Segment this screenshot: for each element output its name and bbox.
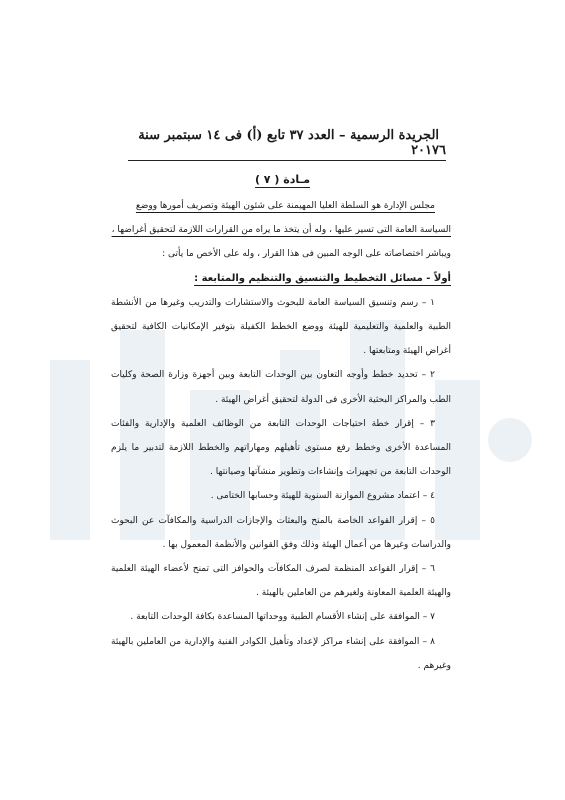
intro-line-3: ويباشر اختصاصاته على الوجه المبين فى هذا القرار ، وله على الأخص ما يأتى : xyxy=(162,249,451,260)
list-item-5: ٥ – إقرار القواعد الخاصة بالمنح والبعثات والإجازات الدراسية والمكافآت عن البحوث والدراسات وغيرها من أعمال الهيئة وذلك وفق القوانين والأنظمة المعمول بها . xyxy=(111,515,451,550)
list-item-1: ١ – رسم وتنسيق السياسة العامة للبحوث والاستشارات والتدريب وغيرها من الأنشطة الطبية والعلمية والتعليمية للهيئة ووضع الخطط الكفيلة بتوفير الإمكانيات الكافية لتحقيق أغراض الهيئة ومتابعتها . xyxy=(111,297,451,357)
list-item-4: ٤ – اعتماد مشروع الموازنة السنوية للهيئة وحسابها الختامى . xyxy=(210,491,435,502)
list-item-3: ٣ – إقرار خطة احتياجات الوحدات التابعة من الوظائف العلمية والإدارية والفئات المساعدة الأخرى وخطط رفع مستوى تأهيلهم ومهاراتهم والخطط اللازمة لتدبير ما يلزم الوحدات التابعة من تجهيزات وإنشاءات وتطوير منشآتها وصيانتها . xyxy=(111,418,451,478)
page-number: ٦ xyxy=(439,143,446,158)
gazette-title: الجريدة الرسمية – العدد ٣٧ تابع (أ) فى ١٤ سبتمبر سنة ٢٠١٧ xyxy=(138,128,440,158)
list-item-2: ٢ – تحديد خطط وأوجه التعاون بين الوحدات التابعة وبين أجهزة وزارة الصحة وكليات الطب والمراكز البحثية الأخرى فى الدولة لتحقيق أغراض الهيئة . xyxy=(111,370,451,405)
article-title: مـادة ( ٧ ) xyxy=(254,173,311,186)
list-item-6: ٦ – إقرار القواعد المنظمة لصرف المكافآت والحوافز التى تمنح لأعضاء الهيئة العلمية والهيئة العلمية المعاونة ولغيرهم من العاملين بالهيئة . xyxy=(111,564,451,599)
header-divider xyxy=(128,160,446,161)
list-item-7: ٧ – الموافقة على إنشاء الأقسام الطبية ووحداتها المساعدة بكافة الوحدات التابعة . xyxy=(130,612,435,623)
intro-line-2: السياسة العامة التى تسير عليها ، وله أن يتخذ ما يراه من القرارات اللازمة لتحقيق أغراضها ، xyxy=(111,225,451,236)
article-body xyxy=(111,194,451,678)
section-heading: أولاً - مسائل التخطيط والتنسيق والتنظيم والمتابعة : xyxy=(194,272,451,284)
intro-line-1: مجلس الإدارة هو السلطة العليا المهيمنة على شئون الهيئة وتصريف أمورها ووضع xyxy=(135,201,435,211)
list-item-8: ٨ – الموافقة على إنشاء مراكز لإعداد وتأهيل الكوادر الفنية والإدارية من العاملين بالهيئة وغيرهم . xyxy=(111,636,451,671)
page-header xyxy=(128,130,446,158)
